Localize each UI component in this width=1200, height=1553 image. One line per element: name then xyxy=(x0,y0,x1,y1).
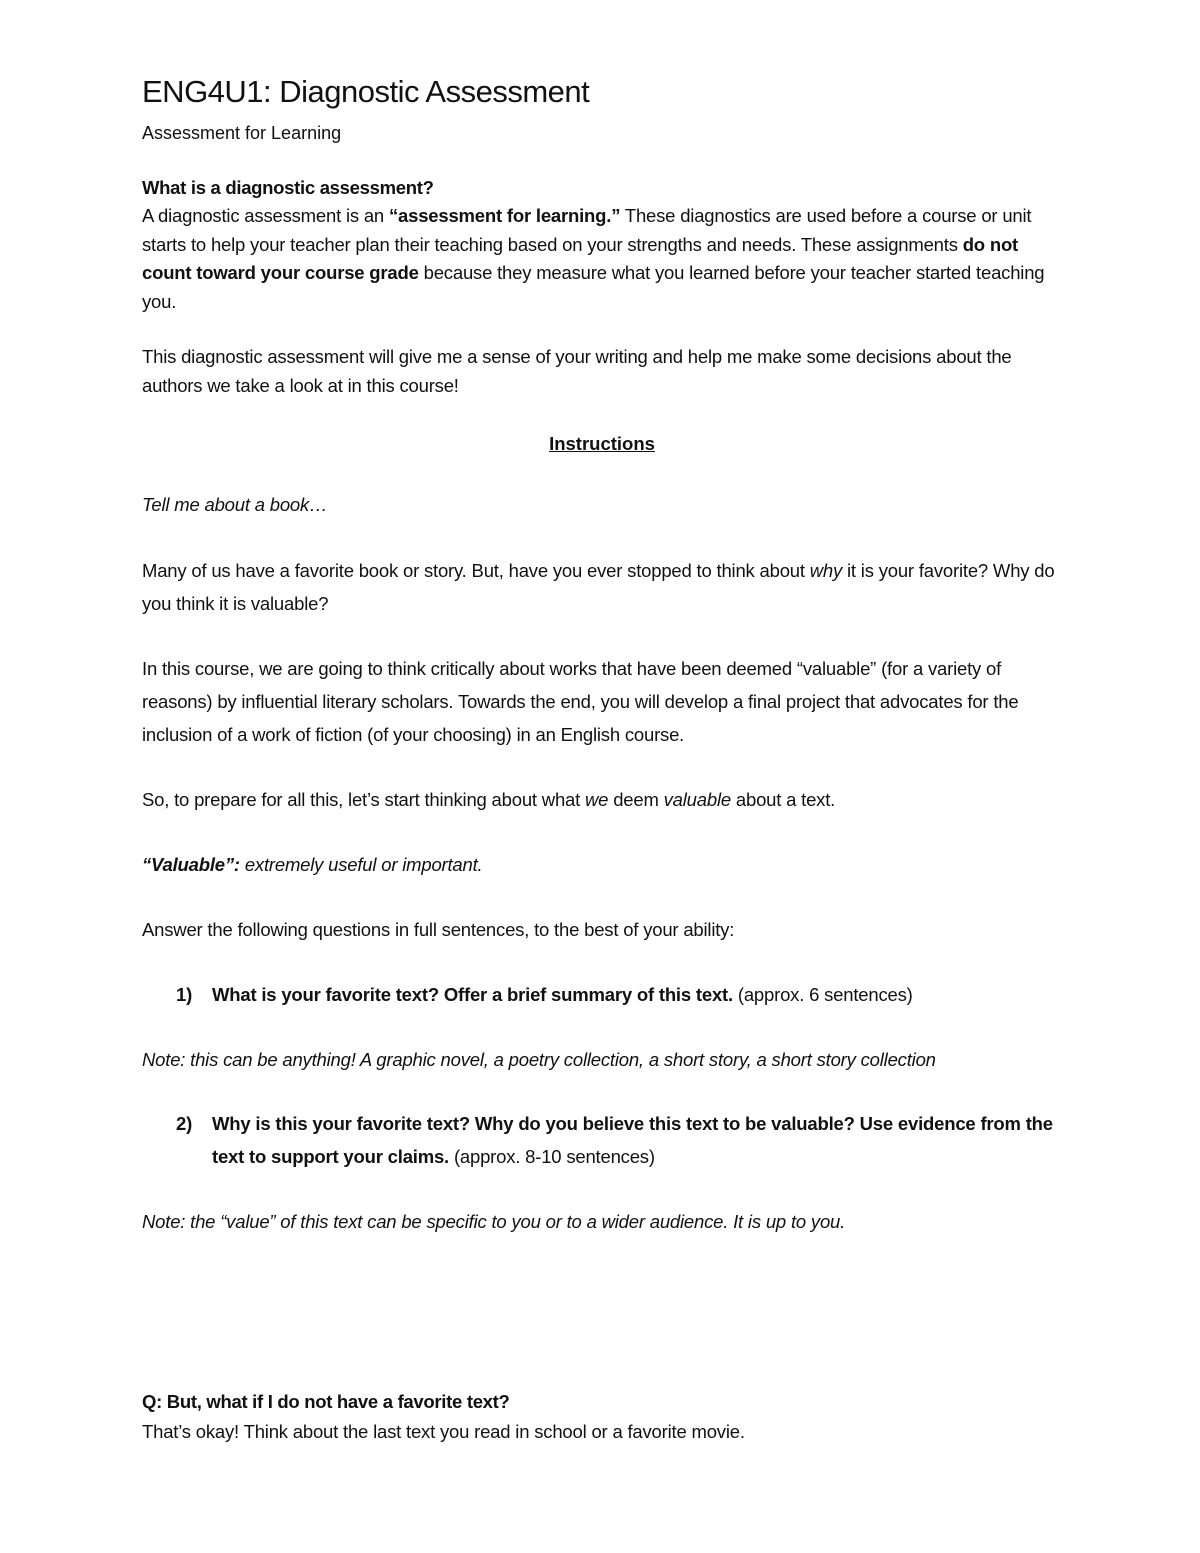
prompt-italic: Tell me about a book… xyxy=(142,494,328,515)
definition-term: “Valuable”: xyxy=(142,853,240,875)
question-hint: (approx. 6 sentences) xyxy=(732,983,913,1005)
intro-text-1: A diagnostic assessment is an xyxy=(142,205,389,226)
question-hint: (approx. 8-10 sentences) xyxy=(449,1145,655,1167)
intro-paragraph xyxy=(142,202,1062,316)
intro-paragraph-2: This diagnostic assessment will give me a sense of your writing and help me make some decisions about the authors we take a look at in this course! xyxy=(142,346,1012,396)
question-number: 1) xyxy=(176,983,193,1005)
document-subtitle: Assessment for Learning xyxy=(142,123,342,143)
document-title: ENG4U1: Diagnostic Assessment xyxy=(142,74,590,109)
prepare-italic-1: we xyxy=(585,788,609,810)
prepare-text-1: So, to prepare for all this, let’s start thinking about what xyxy=(142,788,586,810)
instructions-heading: Instructions xyxy=(549,433,655,454)
section-heading: What is a diagnostic assessment? xyxy=(142,177,434,198)
answer-instruction: Answer the following questions in full sentences, to the best of your ability: xyxy=(142,918,735,940)
faq-question: Q: But, what if I do not have a favorite text? xyxy=(142,1390,510,1412)
note-1: Note: this can be anything! A graphic novel, a poetry collection, a short story, a short story collection xyxy=(142,1048,936,1070)
question-bold: What is your favorite text? Offer a brief summary of this text. xyxy=(212,983,733,1005)
favorite-paragraph xyxy=(142,554,1062,620)
favorite-text-1: Many of us have a favorite book or story. But, have you ever stopped to think about xyxy=(142,559,810,581)
prepare-text-3: about a text. xyxy=(730,788,836,810)
faq-answer: That’s okay! Think about the last text you read in school or a favorite movie. xyxy=(142,1420,745,1442)
question-body xyxy=(212,1107,1062,1173)
prepare-italic-2: valuable xyxy=(663,788,731,810)
question-item xyxy=(142,1107,1062,1173)
definition-paragraph xyxy=(142,848,1062,881)
question-number: 2) xyxy=(176,1112,193,1134)
favorite-text-2: it is your favorite? Why do you think it is valuable? xyxy=(142,559,1055,614)
prepare-paragraph xyxy=(142,783,1062,816)
question-bold: Why is this your favorite text? Why do you believe this text to be valuable? Use evidence from the text to support your claims. xyxy=(212,1112,1053,1167)
question-item xyxy=(142,978,1062,1011)
question-body xyxy=(212,978,1062,1011)
favorite-italic: why xyxy=(809,559,843,581)
prepare-text-2: deem xyxy=(608,788,664,810)
note-2: Note: the “value” of this text can be specific to you or to a wider audience. It is up to you. xyxy=(142,1210,846,1232)
intro-bold-2: do not count toward your course grade xyxy=(142,233,1019,283)
intro-text-3: because they measure what you learned before your teacher started teaching you. xyxy=(142,262,1045,312)
definition-text: extremely useful or important. xyxy=(239,853,483,875)
intro-text-2: These diagnostics are used before a course or unit starts to help your teacher plan their teaching based on your strengths and needs. These assignments xyxy=(142,205,1032,255)
course-paragraph: In this course, we are going to think critically about works that have been deemed “valuable” (for a variety of reasons) by influential literary scholars. Towards the end, you will develop a final project that advocates for the inclusion of a work of fiction (of your choosing) in an English course. xyxy=(142,657,1019,745)
document-page xyxy=(142,70,1062,1446)
intro-bold-1: “assessment for learning.” xyxy=(388,205,621,226)
